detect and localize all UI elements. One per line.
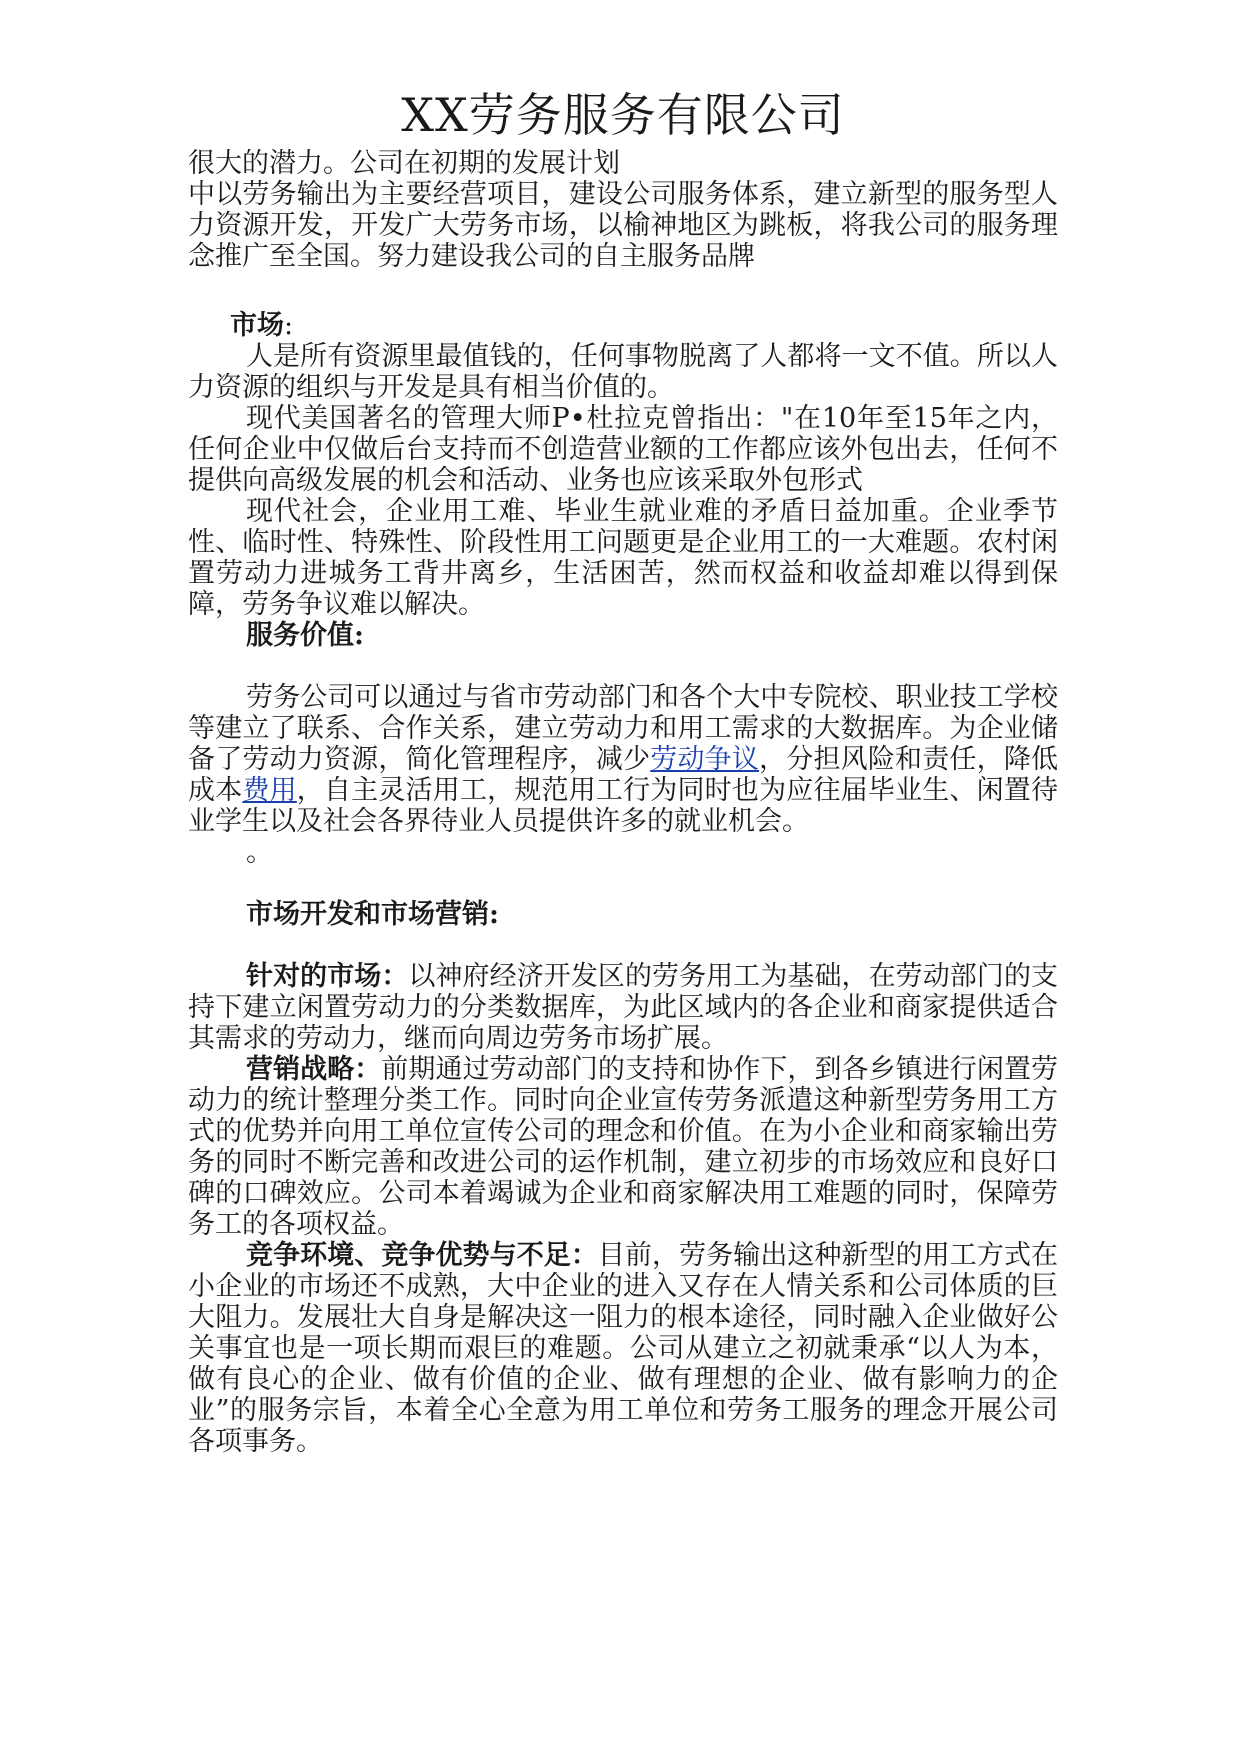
marketing-heading: 市场开发和市场营销:: [246, 899, 499, 930]
market-paragraph-2: 现代美国著名的管理大师P•杜拉克曾指出："在10年至15年之内，任何企业中仅做后台支持而不创造营业额的工作都应该外包出去，任何不提供向高级发展的机会和活动、业务也应该采取外包形式: [188, 403, 1058, 496]
market-paragraph-1: 人是所有资源里最值钱的，任何事物脱离了人都将一文不值。所以人力资源的组织与开发是具有相当价值的。: [188, 341, 1058, 403]
target-market-paragraph: [188, 961, 1058, 1054]
marketing-strategy-text: 前期通过劳动部门的支持和协作下，到各乡镇进行闲置劳动力的统计整理分类工作。同时向企业宣传劳务派遣这种新型劳务用工方式的优势并向用工单位宣传公司的理念和价值。在为小企业和商家输出劳务的同时不断完善和改进公司的运作机制，建立初步的市场效应和良好口碑的口碑效应。公司本着竭诚为企业和商家解决用工难题的同时，保障劳务工的各项权益。: [188, 1054, 1059, 1240]
intro-paragraph: 中以劳务输出为主要经营项目，建设公司服务体系，建立新型的服务型人力资源开发，开发广大劳务市场，以榆神地区为跳板，将我公司的服务理念推广至全国。努力建设我公司的自主服务品牌: [188, 179, 1058, 272]
marketing-strategy-label: 营销战略：: [246, 1054, 382, 1085]
competition-paragraph: [188, 1240, 1058, 1457]
market-heading-colon: :: [284, 310, 294, 341]
service-value-text-3: ，自主灵活用工，规范用工行为同时也为应往届毕业生、闲置待业学生以及社会各界待业人员提供许多的就业机会。: [188, 775, 1059, 837]
target-market-text: 以神府经济开发区的劳务用工为基础，在劳动部门的支持下建立闲置劳动力的分类数据库，为此区域内的各企业和商家提供适合其需求的劳动力，继而向周边劳务市场扩展。: [188, 961, 1059, 1054]
competition-label: 竞争环境、竞争优势与不足：: [246, 1240, 598, 1271]
marketing-strategy-paragraph: [188, 1054, 1058, 1240]
market-paragraph-3: 现代社会，企业用工难、毕业生就业难的矛盾日益加重。企业季节性、临时性、特殊性、阶段性用工问题更是企业用工的一大难题。农村闲置劳动力进城务工背井离乡，生活困苦，然而权益和收益却难以得到保障，劳务争议难以解决。: [188, 496, 1058, 620]
service-value-paragraph: [188, 682, 1058, 837]
service-value-heading: 服务价值:: [246, 620, 364, 651]
service-value-text-1: 劳务公司可以通过与省市劳动部门和各个大中专院校、职业技工学校等建立了联系、合作关系，建立劳动力和用工需求的大数据库。为企业储备了劳动力资源，简化管理程序，减少: [188, 682, 1058, 775]
document-title: XX劳务服务有限公司: [401, 88, 845, 142]
intro-line-1: 很大的潜力。公司在初期的发展计划: [188, 148, 620, 179]
service-value-text-2: ，分担风险和责任，降低成本: [188, 744, 1059, 806]
market-heading-text: 市场: [230, 310, 284, 341]
labor-dispute-link[interactable]: 劳动争议: [650, 744, 760, 775]
target-market-label: 针对的市场：: [246, 961, 409, 992]
market-heading: [188, 310, 1058, 341]
cost-link[interactable]: 费用: [242, 775, 297, 806]
service-value-dot: 。: [246, 837, 273, 868]
document-page: [188, 84, 1058, 1457]
competition-text: 目前，劳务输出这种新型的用工方式在小企业的市场还不成熟，大中企业的进入又存在人情关系和公司体质的巨大阻力。发展壮大自身是解决这一阻力的根本途径，同时融入企业做好公关事宜也是一项长期而艰巨的难题。公司从建立之初就秉承“以人为本，做有良心的企业、做有价值的企业、做有理想的企业、做有影响力的企业”的服务宗旨，本着全心全意为用工单位和劳务工服务的理念开展公司各项事务。: [188, 1240, 1059, 1457]
